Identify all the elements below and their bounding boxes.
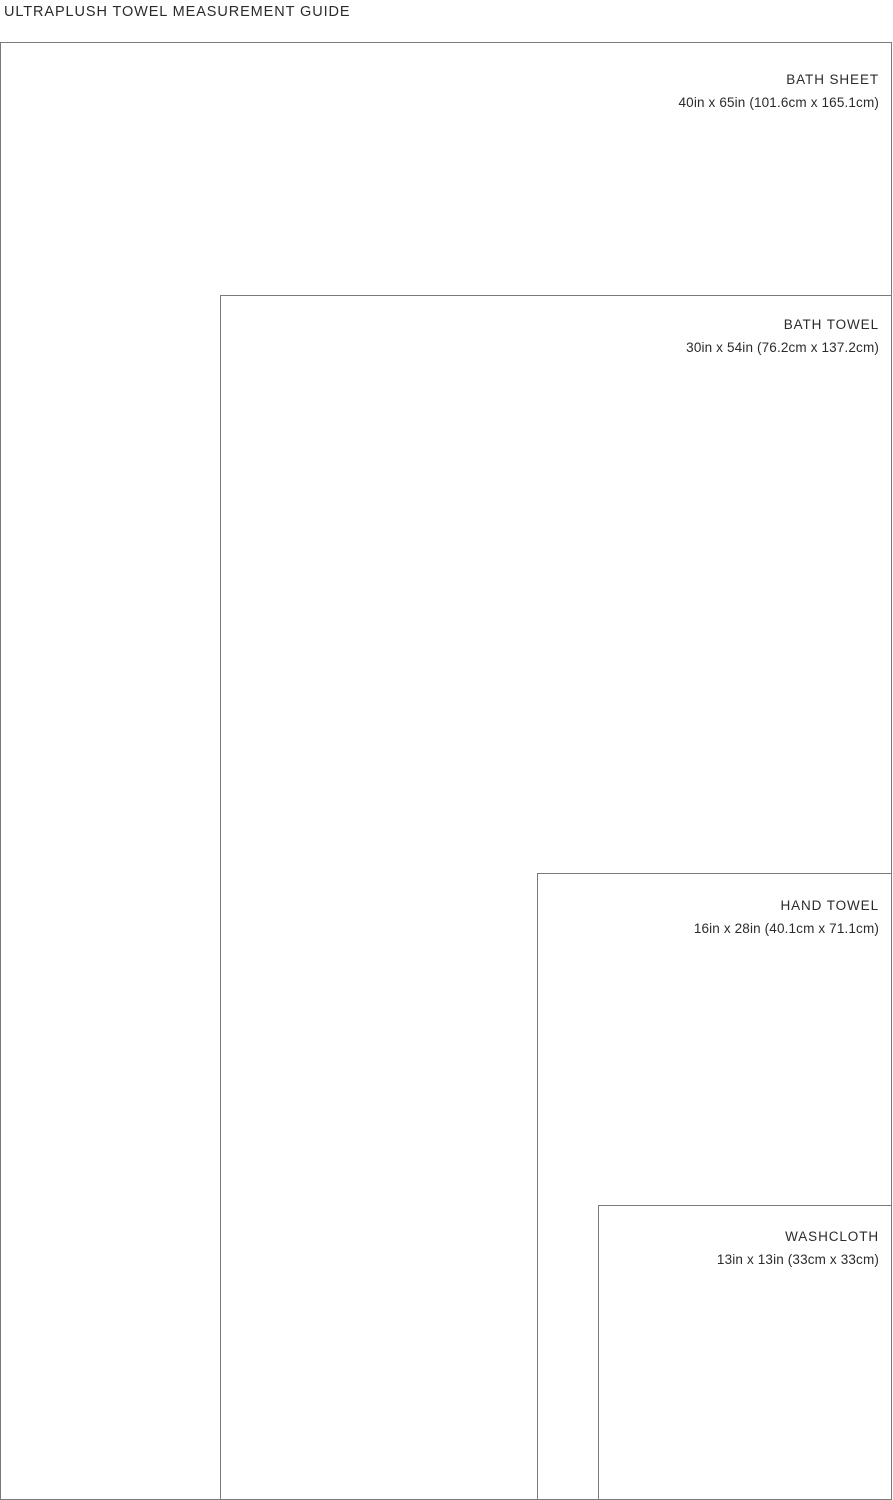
size-label-washcloth [717, 1227, 879, 1269]
size-dimensions-hand-towel: 16in x 28in (40.1cm x 71.1cm) [693, 920, 879, 936]
size-name-hand-towel: HAND TOWEL [780, 898, 879, 913]
size-label-bath-towel [686, 315, 879, 357]
size-label-hand-towel [694, 896, 879, 938]
page-title: ULTRAPLUSH TOWEL MEASUREMENT GUIDE [4, 4, 351, 20]
size-name-washcloth: WASHCLOTH [785, 1229, 879, 1244]
size-name-bath-sheet: BATH SHEET [786, 72, 879, 87]
size-name-bath-towel: BATH TOWEL [783, 317, 879, 332]
size-dimensions-bath-sheet: 40in x 65in (101.6cm x 165.1cm) [678, 94, 879, 110]
size-label-bath-sheet [679, 70, 880, 112]
size-dimensions-washcloth: 13in x 13in (33cm x 33cm) [716, 1251, 879, 1267]
size-dimensions-bath-towel: 30in x 54in (76.2cm x 137.2cm) [686, 339, 879, 355]
